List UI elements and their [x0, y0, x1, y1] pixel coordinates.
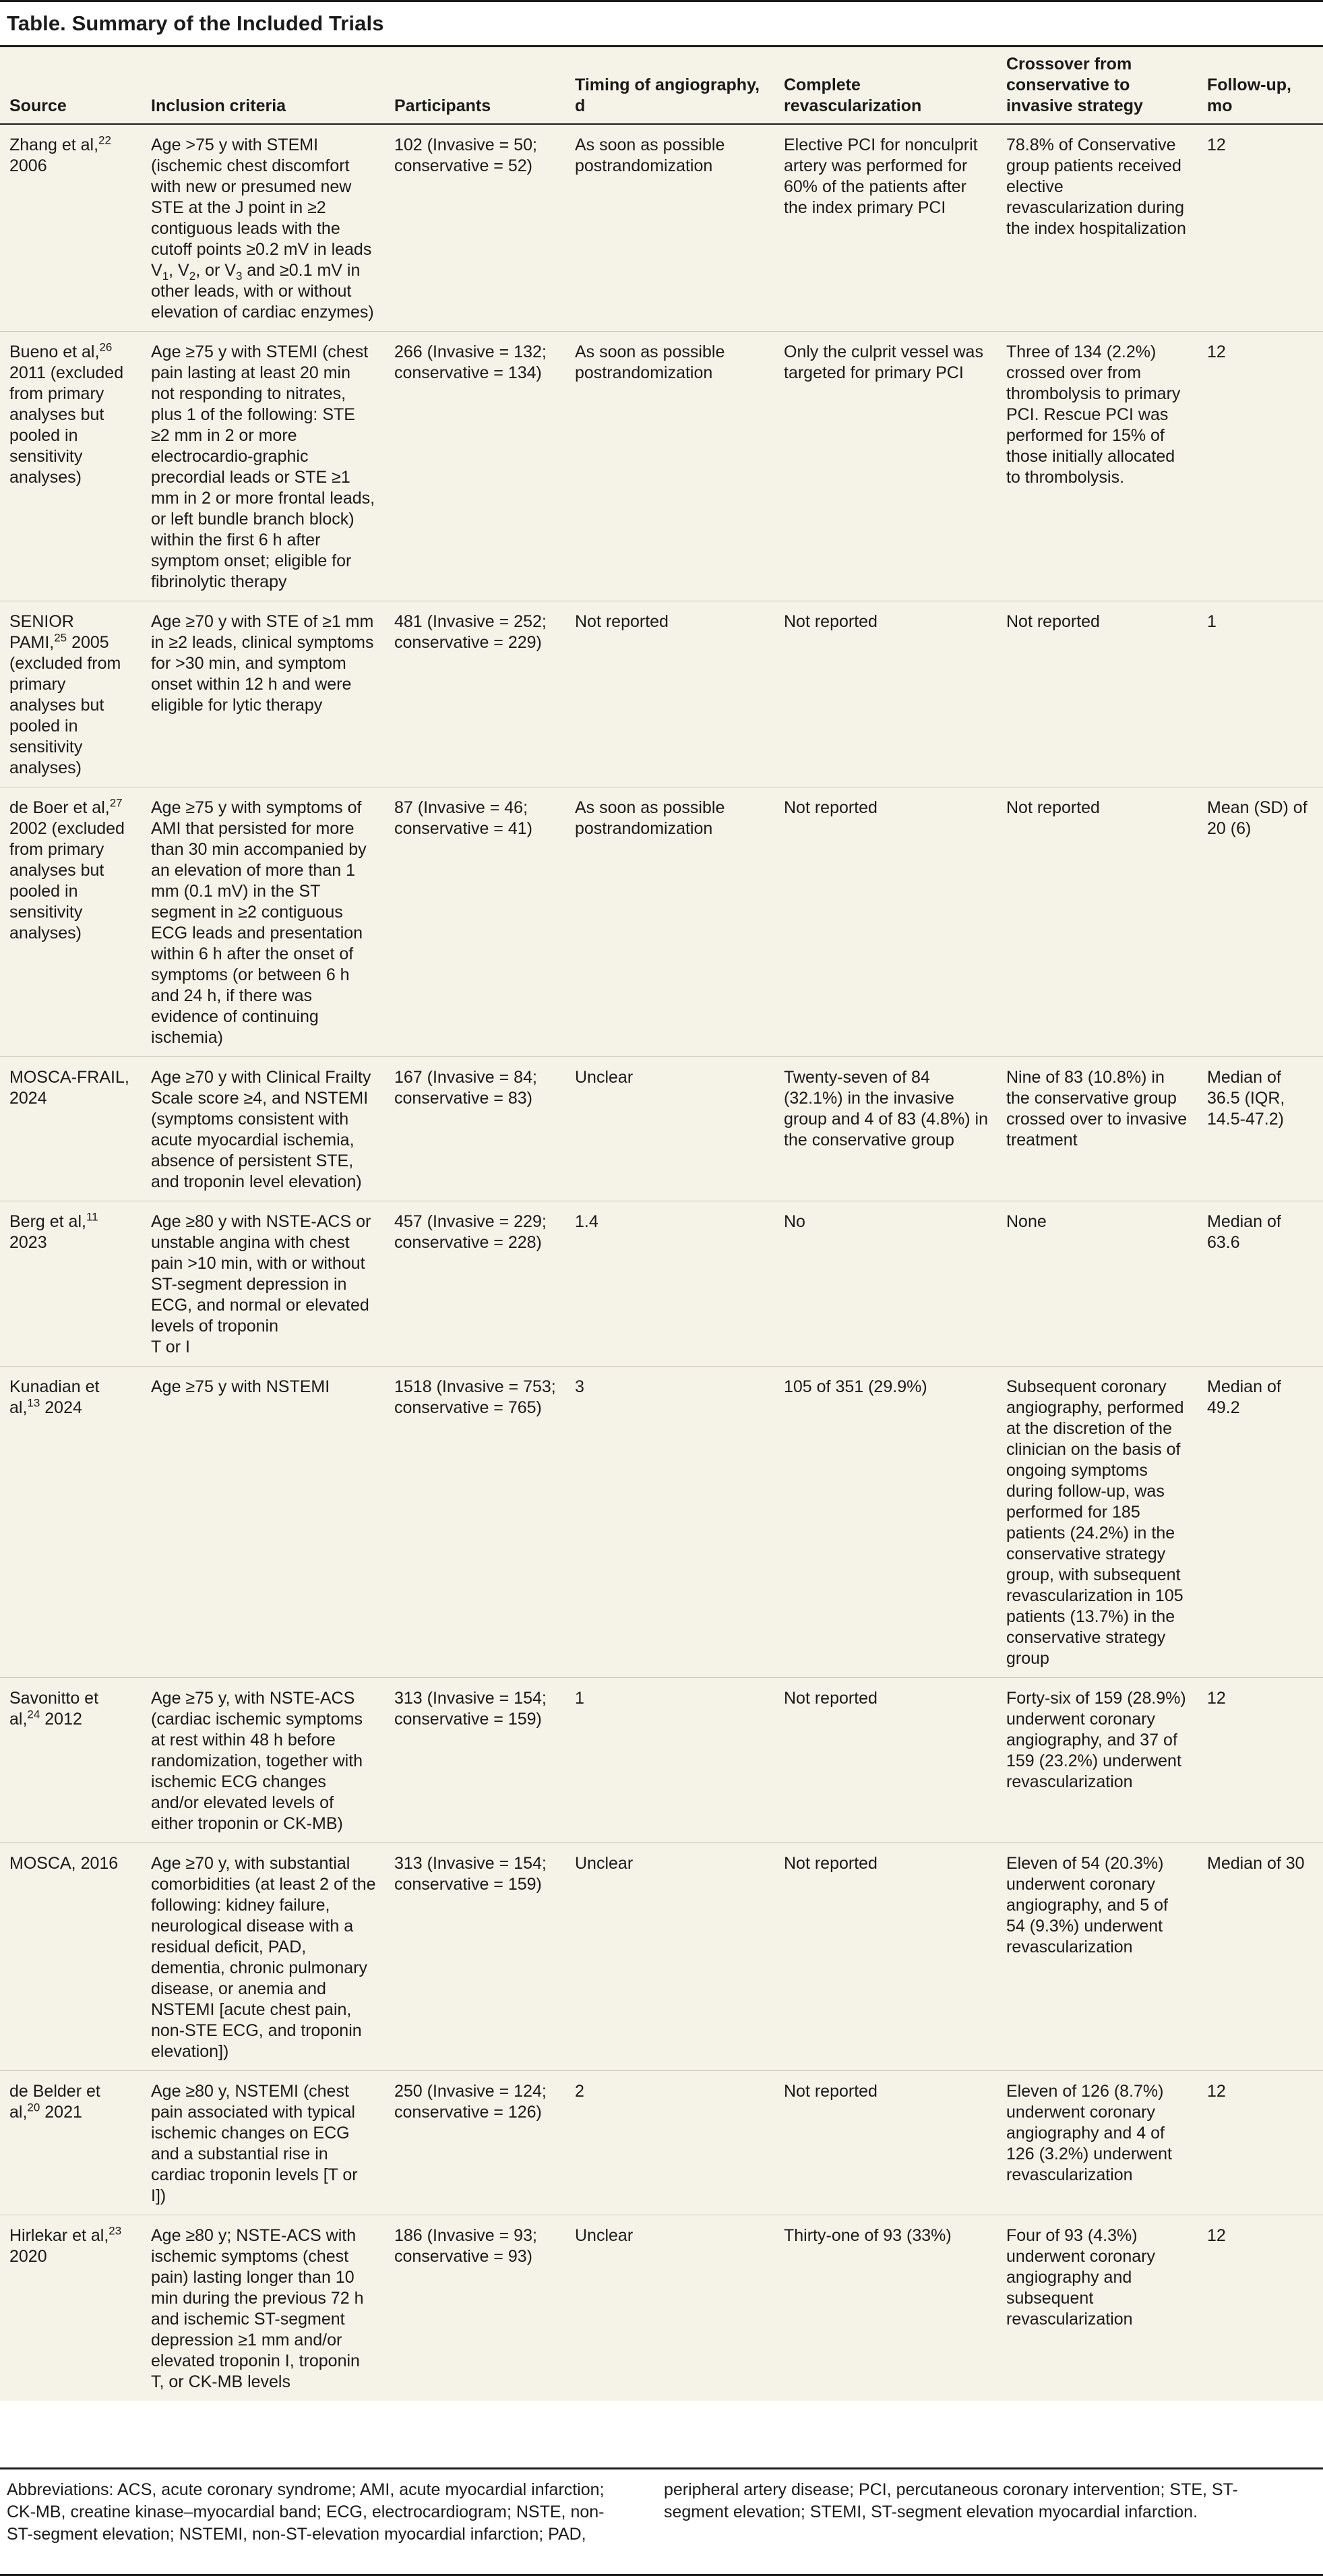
abbreviations-footer — [0, 2467, 1323, 2576]
cell-complete-revascularization: 105 of 351 (29.9%) — [774, 1367, 997, 1678]
source-name: Zhang et al, — [9, 136, 99, 154]
table-row — [0, 2215, 1323, 2401]
source-name: MOSCA, 2016 — [9, 1854, 119, 1873]
table-row — [0, 2071, 1323, 2215]
cell-source — [0, 601, 142, 787]
cell-timing: As soon as possible postrandomization — [565, 787, 774, 1057]
source-name: Savonitto et al, — [9, 1689, 99, 1729]
header-source: Source — [0, 47, 142, 124]
source-detail: 2024 — [40, 1398, 82, 1417]
table-row — [0, 124, 1323, 332]
cell-crossover: Not reported — [997, 601, 1198, 787]
cell-inclusion-criteria: Age ≥75 y with STEMI (chest pain lasting at least 20 min not responding to nitrates, plus 1 of the following: STE ≥2 mm in 2 or more electrocardio-graphic precordial leads or STE ≥1 mm in 2 or more frontal leads, or left bundle branch block) within the first 6 h after symptom onset; eligible for fibrinolytic therapy — [142, 332, 385, 601]
table-body — [0, 124, 1323, 2401]
reference-number: 11 — [86, 1210, 98, 1224]
source-detail: 2006 — [9, 156, 47, 175]
cell-source — [0, 1678, 142, 1843]
header-crossover: Crossover from conservative to invasive strategy — [997, 47, 1198, 124]
cell-follow-up: 1 — [1198, 601, 1323, 787]
reference-number: 25 — [54, 631, 67, 645]
source-detail: 2005 (excluded from primary analyses but pooled in sensitivity analyses) — [9, 633, 121, 777]
cell-inclusion-criteria: Age ≥70 y with Clinical Frailty Scale score ≥4, and NSTEMI (symptoms consistent with acute myocardial ischemia, absence of persistent STE, and troponin level elevation) — [142, 1057, 385, 1201]
header-inclusion-criteria: Inclusion criteria — [142, 47, 385, 124]
abbreviations-text: Abbreviations: ACS, acute coronary syndrome; AMI, acute myocardial infarction; CK-MB, creatine kinase–myocardial band; ECG, electrocardiogram; NSTE, non-ST-segment elevation; NSTEMI, non-ST-elevation myocardial infarction; PAD, peripheral artery disease; PCI, percutaneous coronary intervention; STE, ST-segment elevation; STEMI, ST-segment elevation myocardial infarction. — [7, 2480, 1238, 2544]
cell-complete-revascularization: Not reported — [774, 2071, 997, 2215]
cell-inclusion-criteria: Age ≥80 y, NSTEMI (chest pain associated with typical ischemic changes on ECG and a substantial rise in cardiac troponin levels [T or I]) — [142, 2071, 385, 2215]
cell-crossover: Subsequent coronary angiography, performed at the discretion of the clinician on the basis of ongoing symptoms during follow-up, was performed for 185 patients (24.2%) in the conservative strategy group, with subsequent revascularization in 105 patients (13.7%) in the conservative strategy group — [997, 1367, 1198, 1678]
cell-timing: 1 — [565, 1678, 774, 1843]
source-detail: 2021 — [40, 2103, 82, 2122]
source-name: de Belder et al, — [9, 2082, 100, 2122]
cell-follow-up: 12 — [1198, 2071, 1323, 2215]
cell-timing: As soon as possible postrandomization — [565, 332, 774, 601]
cell-source — [0, 1057, 142, 1201]
cell-complete-revascularization: Thirty-one of 93 (33%) — [784, 2226, 952, 2245]
cell-participants: 266 (Invasive = 132; conservative = 134) — [385, 332, 565, 601]
cell-complete-revascularization: Not reported — [774, 1843, 997, 2071]
table-row — [0, 1201, 1323, 1367]
cell-follow-up: 12 — [1198, 124, 1323, 332]
cell-crossover: Not reported — [997, 787, 1198, 1057]
cell-source — [0, 787, 142, 1057]
source-detail: 2012 — [40, 1710, 82, 1729]
trials-table — [0, 47, 1323, 2401]
cell-crossover: Forty-six of 159 (28.9%) underwent coronary angiography, and 37 of 159 (23.2%) underwent revascularization — [997, 1678, 1198, 1843]
cell-participants: 167 (Invasive = 84; conservative = 83) — [385, 1057, 565, 1201]
cell-participants: 87 (Invasive = 46; conservative = 41) — [385, 787, 565, 1057]
cell-complete-revascularization: Not reported — [774, 1678, 997, 1843]
cell-timing: As soon as possible postrandomization — [565, 124, 774, 332]
cell-complete-revascularization: Only the culprit vessel was targeted for primary PCI — [774, 332, 997, 601]
cell-participants: 481 (Invasive = 252; conservative = 229) — [385, 601, 565, 787]
cell-source — [0, 124, 142, 332]
table-row — [0, 787, 1323, 1057]
cell-timing: 3 — [565, 1367, 774, 1678]
cell-complete-revascularization: Elective PCI for nonculprit artery was performed for 60% of the patients after the index primary PCI — [774, 124, 997, 332]
reference-number: 27 — [109, 796, 123, 810]
table-row — [0, 601, 1323, 787]
header-participants: Participants — [385, 47, 565, 124]
reference-number: 26 — [99, 340, 113, 354]
cell-follow-up: Mean (SD) of 20 (6) — [1198, 787, 1323, 1057]
source-name: SENIOR PAMI, — [9, 612, 74, 652]
table-row — [0, 1057, 1323, 1201]
cell-complete-revascularization: No — [774, 1201, 997, 1367]
source-name: Kunadian et al, — [9, 1377, 100, 1417]
header-timing: Timing of angiography, d — [565, 47, 774, 124]
source-detail: 2020 — [9, 2247, 47, 2266]
cell-timing: Unclear — [565, 1057, 774, 1201]
cell-inclusion-criteria: Age >75 y with STEMI (ischemic chest discomfort with new or presumed new STE at the J point in ≥2 contiguous leads with the cutoff points ≥0.2 mV in leads $V_1$, $V_2$, or $V_3$ and ≥0.1 mV in other leads, with or without elevation of cardiac enzymes) — [142, 124, 385, 332]
cell-participants: 1518 (Invasive = 753; conservative = 765) — [385, 1367, 565, 1678]
cell-inclusion-criteria: Age ≥70 y, with substantial comorbidities (at least 2 of the following: kidney failure, neurological disease with a residual deficit, PAD, dementia, chronic pulmonary disease, or anemia and NSTEMI [acute chest pain, non-STE ECG, and troponin elevation]) — [142, 1843, 385, 2071]
header-follow-up: Follow-up, mo — [1198, 47, 1323, 124]
cell-participants: 186 (Invasive = 93; conservative = 93) — [394, 2226, 537, 2266]
cell-source — [0, 2071, 142, 2215]
cell-source — [0, 2215, 142, 2401]
cell-timing: Unclear — [575, 2226, 634, 2245]
source-name: Hirlekar et al, — [9, 2226, 109, 2245]
cell-follow-up: 12 — [1198, 332, 1323, 601]
header-row — [0, 47, 1323, 124]
cell-complete-revascularization: Not reported — [774, 787, 997, 1057]
cell-follow-up: 12 — [1207, 2226, 1226, 2245]
source-name: de Boer et al, — [9, 798, 110, 817]
cell-crossover: Four of 93 (4.3%) underwent coronary angiography and subsequent revascularization — [1006, 2226, 1155, 2329]
cell-crossover: Nine of 83 (10.8%) in the conservative group crossed over to invasive treatment — [997, 1057, 1198, 1201]
cell-inclusion-criteria: Age ≥70 y with STE of ≥1 mm in ≥2 leads, clinical symptoms for >30 min, and symptom onset within 12 h and were eligible for lytic therapy — [142, 601, 385, 787]
table-row — [0, 1843, 1323, 2071]
cell-inclusion-criteria: Age ≥75 y with NSTEMI — [142, 1367, 385, 1678]
cell-timing: 2 — [565, 2071, 774, 2215]
cell-timing: Not reported — [565, 601, 774, 787]
cell-timing: Unclear — [565, 1843, 774, 2071]
cell-crossover: Three of 134 (2.2%) crossed over from thrombolysis to primary PCI. Rescue PCI was performed for 15% of those initially allocated to thrombolysis. — [997, 332, 1198, 601]
cell-participants: 457 (Invasive = 229; conservative = 228) — [385, 1201, 565, 1367]
cell-source — [0, 1367, 142, 1678]
cell-inclusion-criteria: Age ≥75 y, with NSTE-ACS (cardiac ischemic symptoms at rest within 48 h before randomization, together with ischemic ECG changes and/or elevated levels of either troponin or CK-MB) — [142, 1678, 385, 1843]
cell-participants: 313 (Invasive = 154; conservative = 159) — [385, 1678, 565, 1843]
cell-inclusion-criteria: Age ≥80 y with NSTE-ACS or unstable angina with chest pain >10 min, with or without ST-segment depression in ECG, and normal or elevated levels of troponin T or I — [142, 1201, 385, 1367]
table-row — [0, 1678, 1323, 1843]
cell-complete-revascularization: Twenty-seven of 84 (32.1%) in the invasive group and 4 of 83 (4.8%) in the conservative group — [774, 1057, 997, 1201]
table-title-bar — [0, 0, 1323, 47]
cell-follow-up: Median of 36.5 (IQR, 14.5-47.2) — [1198, 1057, 1323, 1201]
reference-number: 23 — [109, 2224, 122, 2238]
cell-crossover: Eleven of 126 (8.7%) underwent coronary angiography and 4 of 126 (3.2%) underwent revascularization — [997, 2071, 1198, 2215]
source-name: MOSCA-FRAIL, 2024 — [9, 1068, 129, 1108]
cell-crossover: 78.8% of Conservative group patients received elective revascularization during the index hospitalization — [997, 124, 1198, 332]
cell-participants: 250 (Invasive = 124; conservative = 126) — [385, 2071, 565, 2215]
source-name: Bueno et al, — [9, 342, 100, 361]
reference-number: 22 — [98, 133, 111, 147]
source-name: Berg et al, — [9, 1212, 86, 1231]
cell-participants: 102 (Invasive = 50; conservative = 52) — [385, 124, 565, 332]
cell-follow-up: Median of 30 — [1198, 1843, 1323, 2071]
header-complete-revascularization: Complete revascularization — [774, 47, 997, 124]
cell-source — [0, 332, 142, 601]
source-detail: 2002 (excluded from primary analyses but pooled in sensitivity analyses) — [9, 819, 125, 942]
reference-number: 24 — [27, 1708, 40, 1721]
cell-participants: 313 (Invasive = 154; conservative = 159) — [385, 1843, 565, 2071]
cell-timing: 1.4 — [565, 1201, 774, 1367]
cell-complete-revascularization: Not reported — [774, 601, 997, 787]
cell-follow-up: Median of 49.2 — [1198, 1367, 1323, 1678]
cell-source — [0, 1201, 142, 1367]
cell-follow-up: Median of 63.6 — [1198, 1201, 1323, 1367]
table-title: Table. Summary of the Included Trials — [7, 11, 384, 35]
cell-follow-up: 12 — [1198, 1678, 1323, 1843]
table-container — [0, 47, 1323, 2401]
reference-number: 20 — [27, 2101, 40, 2114]
table-row — [0, 1367, 1323, 1678]
cell-source — [0, 1843, 142, 2071]
source-detail: 2011 (excluded from primary analyses but pooled in sensitivity analyses) — [9, 363, 124, 487]
cell-crossover: None — [997, 1201, 1198, 1367]
cell-crossover: Eleven of 54 (20.3%) underwent coronary angiography, and 5 of 54 (9.3%) underwent revascularization — [997, 1843, 1198, 2071]
table-row — [0, 332, 1323, 601]
cell-inclusion-criteria: Age ≥75 y with symptoms of AMI that persisted for more than 30 min accompanied by an elevation of more than 1 mm (0.1 mV) in the ST segment in ≥2 contiguous ECG leads and presentation within 6 h after the onset of symptoms (or between 6 h and 24 h, if there was evidence of continuing ischemia) — [142, 787, 385, 1057]
cell-inclusion-criteria: Age ≥80 y; NSTE-ACS with ischemic symptoms (chest pain) lasting longer than 10 min during the previous 72 h and ischemic ST-segment depression ≥1 mm and/or elevated troponin I, troponin T, or CK-MB levels — [151, 2226, 364, 2391]
source-detail: 2023 — [9, 1233, 47, 1252]
reference-number: 13 — [27, 1396, 40, 1410]
